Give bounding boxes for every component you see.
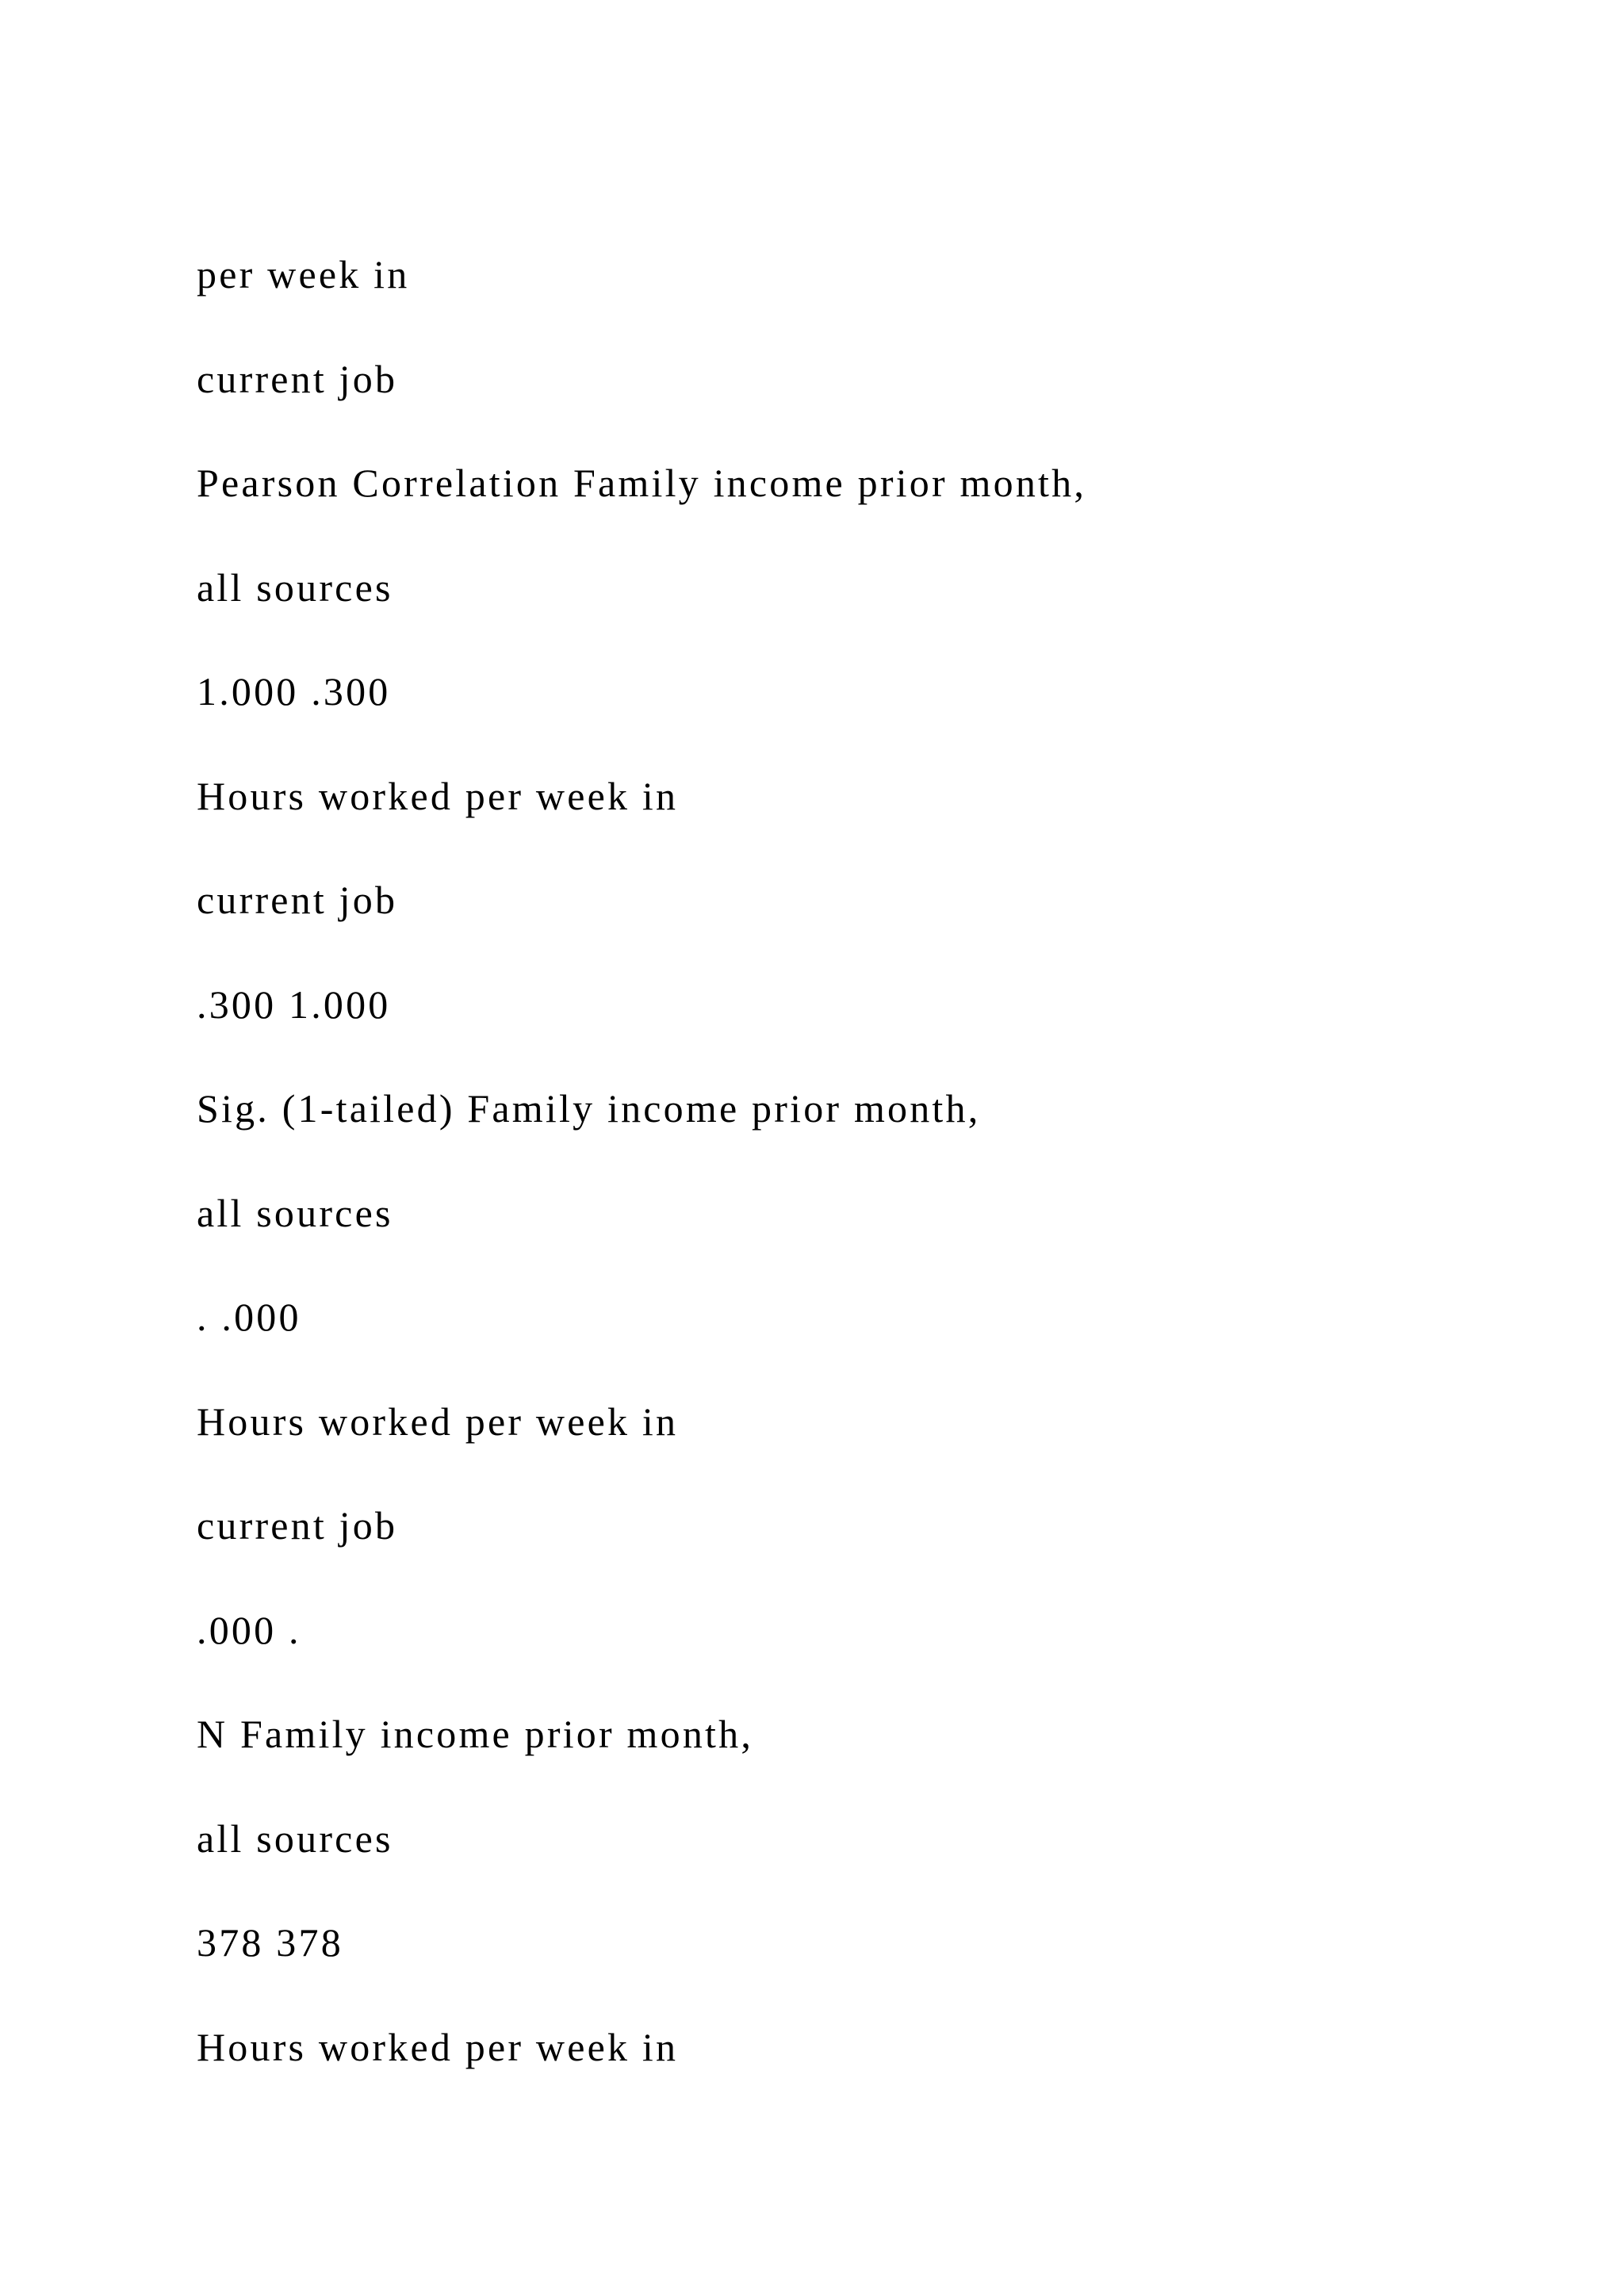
text-line: . .000 bbox=[197, 1295, 301, 1339]
text-line: current job bbox=[197, 356, 398, 401]
document-body bbox=[197, 240, 1545, 2117]
text-line: current job bbox=[197, 878, 398, 922]
text-line: .300 1.000 bbox=[197, 982, 391, 1027]
text-line: all sources bbox=[197, 564, 393, 610]
text-line: .000 . bbox=[197, 1607, 301, 1652]
text-line: Hours worked per week in bbox=[197, 1399, 679, 1444]
text-line: 378 378 bbox=[197, 1920, 343, 1965]
text-line: all sources bbox=[197, 1816, 393, 1861]
text-line: per week in bbox=[197, 252, 410, 297]
text-line: Hours worked per week in bbox=[197, 773, 679, 818]
text-line: Hours worked per week in bbox=[197, 2024, 679, 2069]
text-line: 1.000 .300 bbox=[197, 669, 391, 714]
text-line: N Family income prior month, bbox=[197, 1712, 754, 1756]
text-line: all sources bbox=[197, 1190, 393, 1235]
text-line: Sig. (1-tailed) Family income prior month, bbox=[197, 1086, 981, 1131]
text-line: Pearson Correlation Family income prior month, bbox=[197, 461, 1087, 505]
text-line: current job bbox=[197, 1503, 398, 1548]
